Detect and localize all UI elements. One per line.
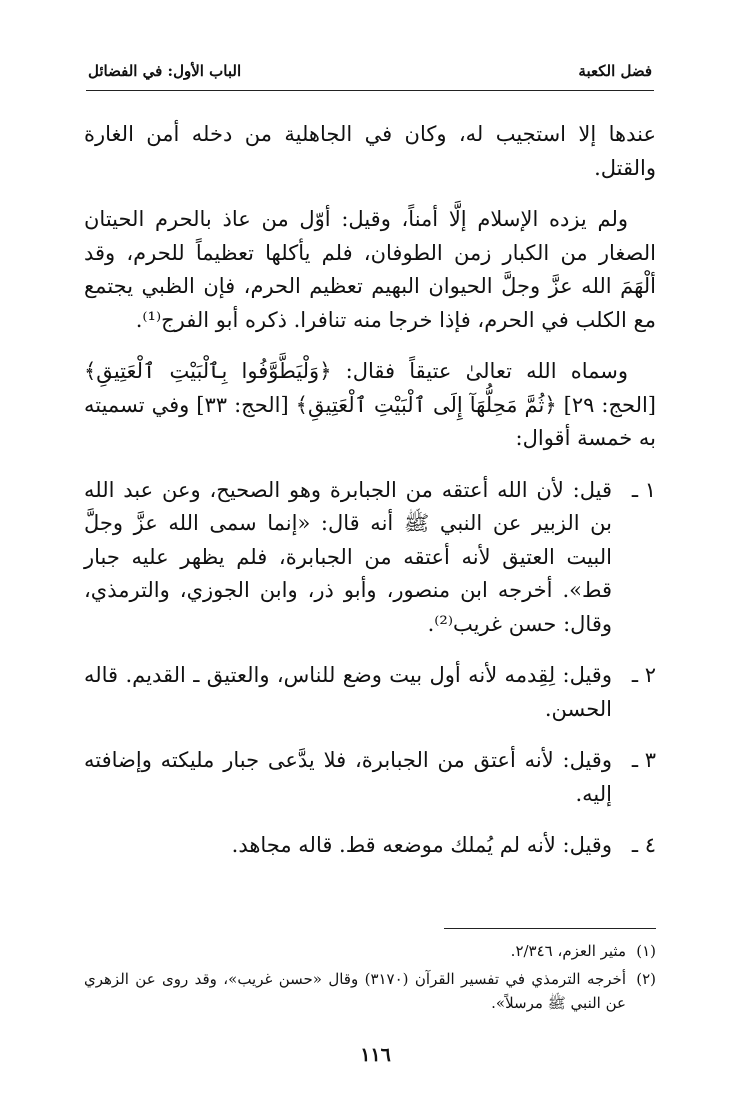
footnote-text: أخرجه الترمذي في تفسير القرآن (٣١٧٠) وقال «حسن غريب»، وقد روى عن الزهري عن النبي ﷺ مرسلاً».	[84, 970, 626, 1012]
header-chapter-title: الباب الأول: في الفضائل	[88, 62, 242, 80]
list-item-text: وقيل: لأنه أعتق من الجبابرة، فلا يدَّعى جبار مليكته وإضافته إليه.	[84, 748, 612, 806]
footnote	[84, 939, 656, 963]
footnote-number: (١)	[636, 942, 656, 960]
paragraph-atiq-name: وسماه الله تعالىٰ عتيقاً فقال: ﴿وَلْيَطَّوَّفُوا بِٱلْبَيْتِ ٱلْعَتِيقِ﴾ [الحج: ٢٩] ﴿ثُمَّ مَحِلُّهَآ إِلَى ٱلْبَيْتِ ٱلْعَتِيقِ﴾ [الحج: ٣٣] وفي تسميته به خمسة أقوال:	[84, 359, 656, 450]
list-item	[84, 829, 656, 863]
list-item-number: ٢ ـ	[631, 663, 656, 687]
list-item-text: وقيل: لِقِدمه لأنه أول بيت وضع للناس، والعتيق ـ القديم. قاله الحسن.	[84, 663, 612, 721]
footnote	[84, 967, 656, 1015]
header-book-title: فضل الكعبة	[578, 62, 652, 80]
footnote-text: مثير العزم، ٢/٣٤٦.	[510, 942, 626, 960]
list-item-number: ١ ـ	[631, 477, 656, 502]
list-item	[84, 744, 656, 811]
footnote-divider	[444, 928, 656, 929]
list-item	[84, 659, 656, 726]
paragraph-continuation: عندها إلا استجيب له، وكان في الجاهلية من دخله أمن الغارة والقتل.	[84, 122, 656, 180]
footnote-number: (٢)	[636, 970, 656, 988]
main-text	[84, 118, 656, 881]
list-item-number: ٤ ـ	[631, 833, 656, 857]
list-item-text: قيل: لأن الله أعتقه من الجبابرة وهو الصحيح، وعن عبد الله بن الزبير عن النبي ﷺ أنه قال: «إنما سمى الله عزَّ وجلَّ البيت العتيق لأنه أعتقه من الجبابرة، فلم يظهر عليه جبار قط». أخرجه ابن منصور، وأبو ذر، وابن الجوزي، والترمذي، وقال: حسن غريب⁽²⁾.	[84, 477, 612, 636]
list-item-text: وقيل: لأنه لم يُملك موضعه قط. قاله مجاهد.	[231, 833, 612, 857]
page-number: ١١٦	[360, 1044, 391, 1066]
paragraph-haram-safety: ولم يزده الإسلام إلَّا أمناً، وقيل: أوّل من عاذ بالحرم الحيتان الصغار من الكبار زمن الطوفان، فلم يأكلها تعظيماً للحرم، وقد ألْهَمَ الله عزَّ وجلَّ الحيوان البهيم تعظيم الحرم، فإن الظبي يجتمع مع الكلب في الحرم، فإذا خرجا منه تنافرا. ذكره أبو الفرج⁽¹⁾.	[84, 207, 656, 332]
running-header	[86, 56, 654, 91]
list-item-number: ٣ ـ	[631, 748, 656, 772]
list-item	[84, 474, 656, 642]
footnotes	[84, 928, 656, 1019]
